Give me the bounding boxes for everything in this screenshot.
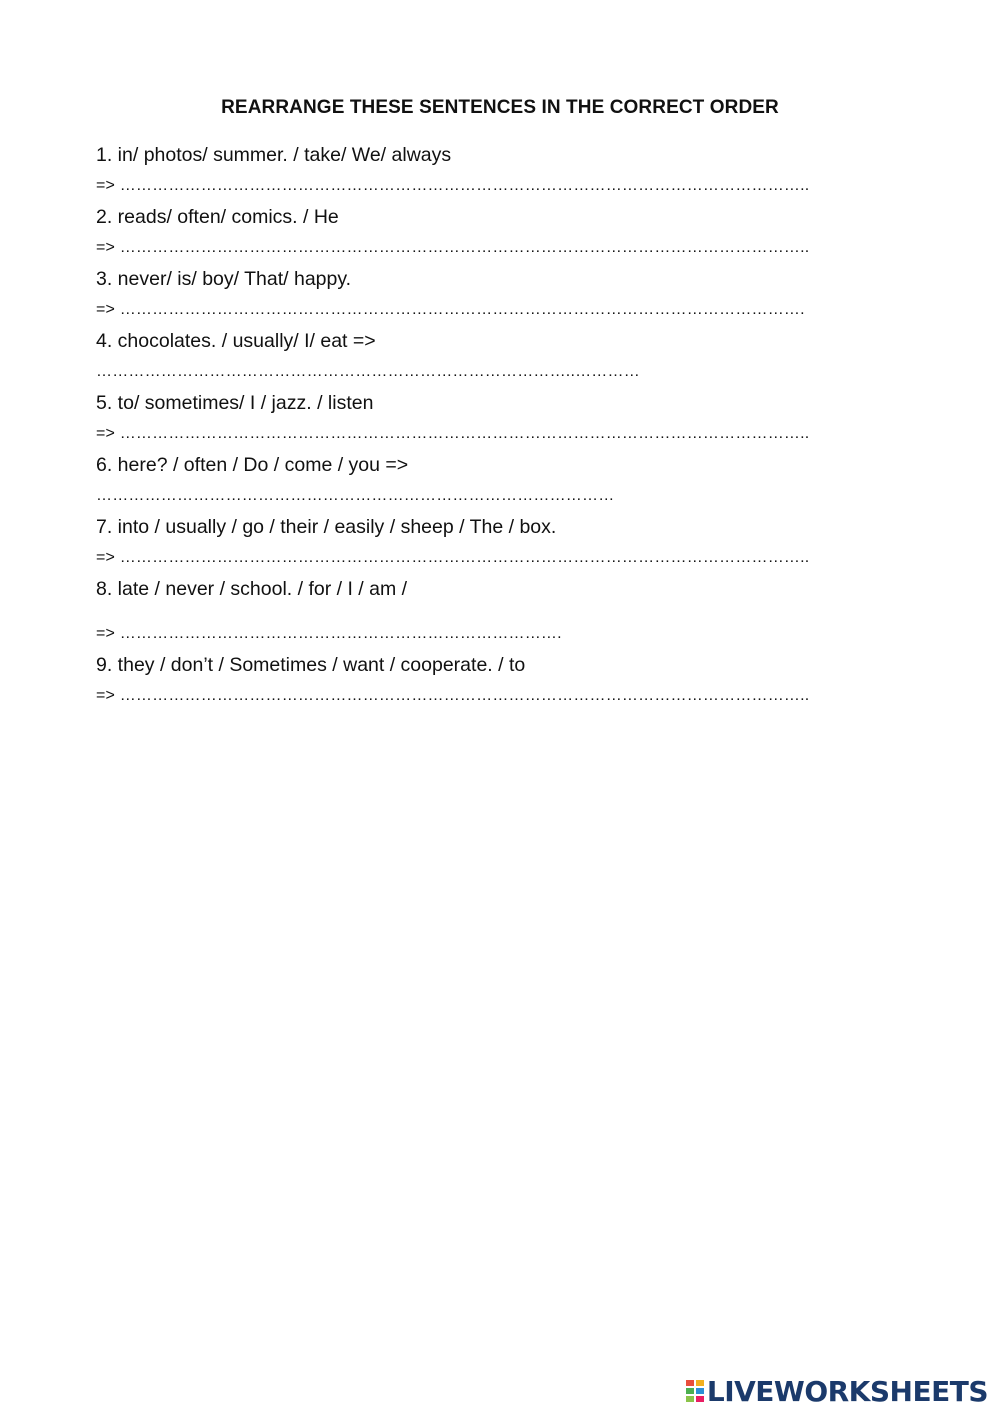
answer-line-2[interactable]: => ………………………………………………………………………………………………………………..: [96, 239, 810, 256]
question-6: 6. here? / often / Do / come / you =>: [96, 454, 409, 476]
question-7: 7. into / usually / go / their / easily / sheep / The / box.: [96, 516, 557, 538]
question-8: 8. late / never / school. / for / I / am /: [96, 578, 408, 600]
question-1: 1. in/ photos/ summer. / take/ We/ always: [96, 144, 452, 166]
answer-line-1[interactable]: => ………………………………………………………………………………………………………………..: [96, 177, 810, 194]
question-3: 3. never/ is/ boy/ That/ happy.: [96, 268, 352, 290]
answer-line-8[interactable]: => ……………………………………………………………………….: [96, 625, 562, 642]
question-5: 5. to/ sometimes/ I / jazz. / listen: [96, 392, 374, 414]
liveworksheets-logo[interactable]: [685, 1374, 988, 1408]
answer-line-5[interactable]: => ………………………………………………………………………………………………………………..: [96, 425, 810, 442]
worksheet-title: REARRANGE THESE SENTENCES IN THE CORRECT ORDER: [221, 97, 779, 118]
answer-line-7[interactable]: => ………………………………………………………………………………………………………………..: [96, 549, 810, 566]
question-2: 2. reads/ often/ comics. / He: [96, 206, 339, 228]
answer-line-9[interactable]: => ………………………………………………………………………………………………………………..: [96, 687, 810, 704]
answer-line-6[interactable]: ……………………………………………………………………………………: [96, 487, 615, 504]
logo-text: LIVEWORKSHEETS: [706, 1374, 988, 1408]
answer-line-4[interactable]: ……………………………………………………………………………..…………: [96, 363, 640, 380]
answer-line-3[interactable]: => ……………………………………………………………………………………………………………….: [96, 301, 805, 318]
liveworksheets-logo-icon: [685, 1379, 705, 1403]
question-9: 9. they / don’t / Sometimes / want / cooperate. / to: [96, 654, 526, 676]
question-4: 4. chocolates. / usually/ I/ eat =>: [96, 330, 376, 352]
